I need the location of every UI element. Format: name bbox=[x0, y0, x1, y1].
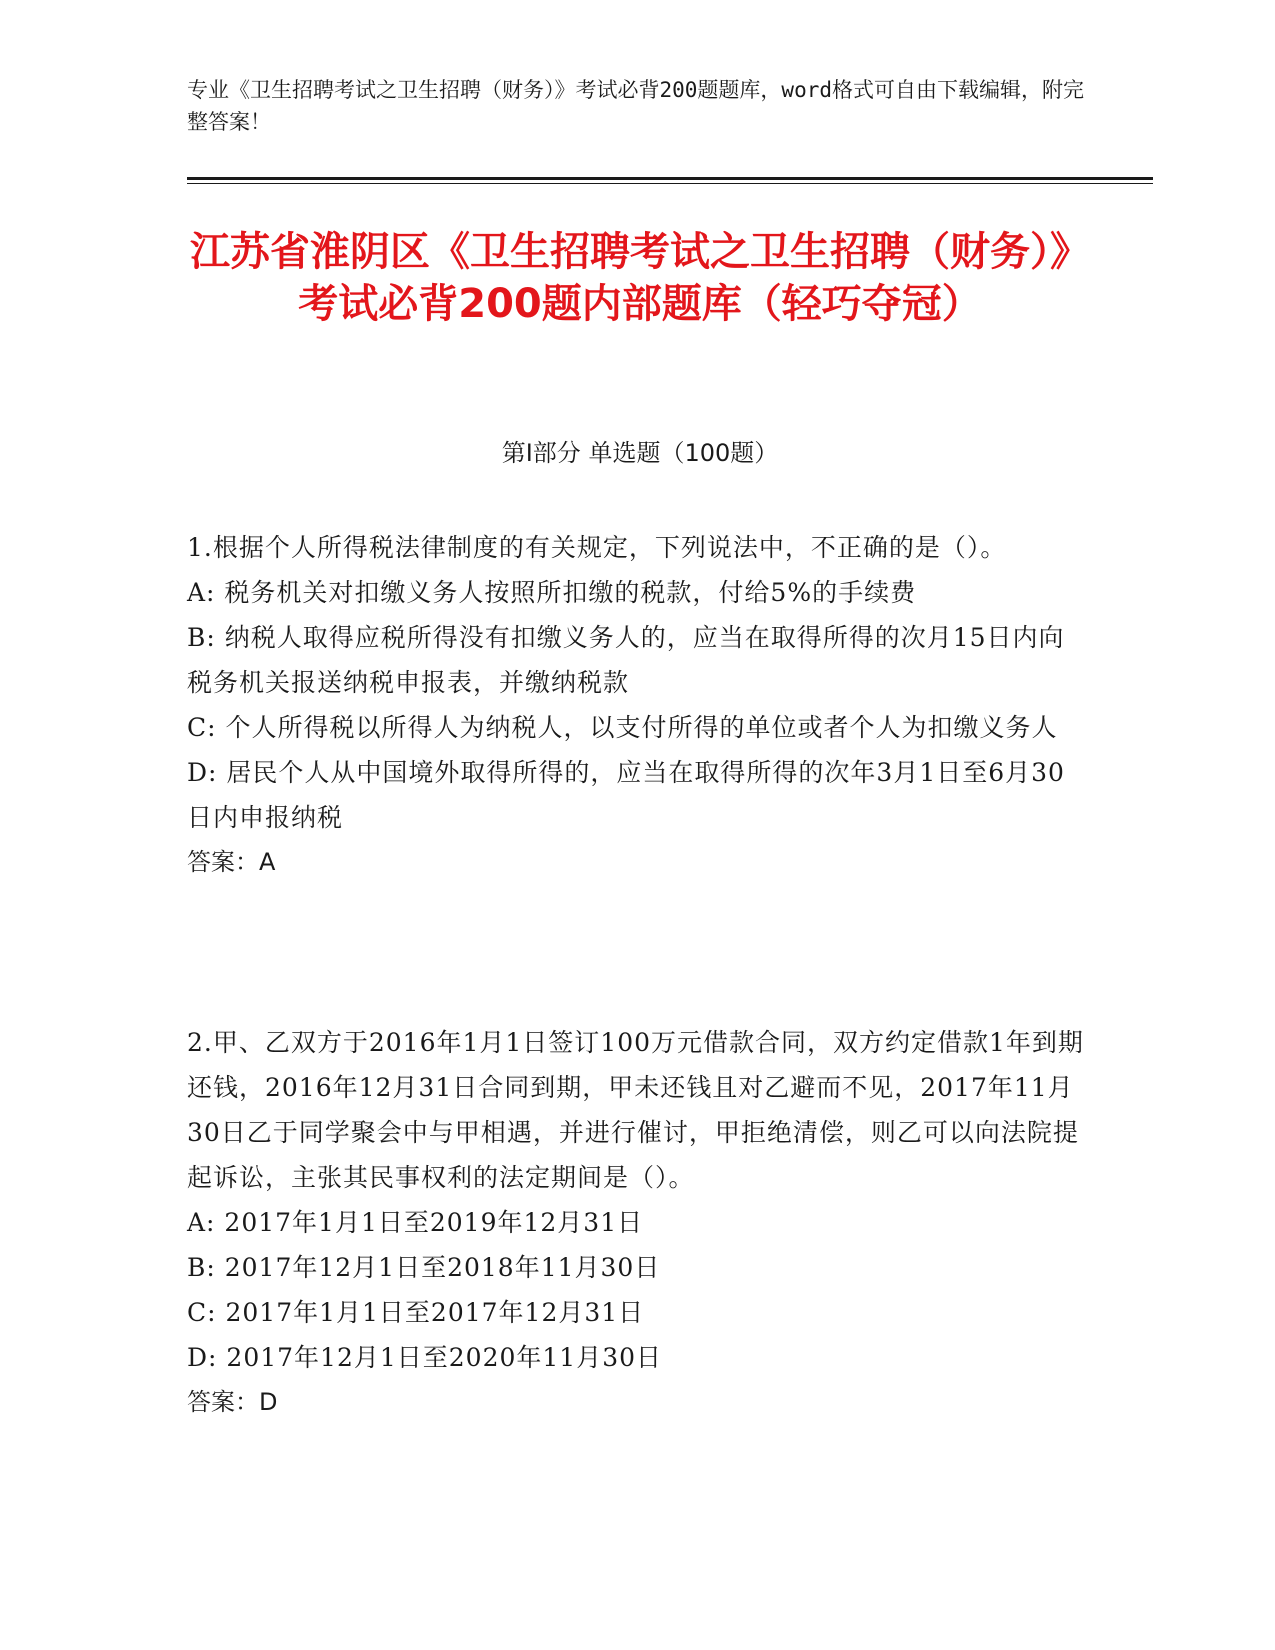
question-stem: 2.甲、乙双方于2016年1月1日签订100万元借款合同，双方约定借款1年到期还钱，2016年12月31日合同到期，甲未还钱且对乙避而不见，2017年11月30日乙于同学聚会中与甲相遇，并进行催讨，甲拒绝清偿，则乙可以向法院提起诉讼，主张其民事权利的法定期间是（）。 bbox=[187, 1028, 1084, 1192]
header-rule-thin bbox=[187, 183, 1153, 184]
option-b: B: 纳税人取得应税所得没有扣缴义务人的，应当在取得所得的次月15日内向税务机关报送纳税申报表，并缴纳税款 bbox=[187, 623, 1065, 697]
answer-line: 答案：A bbox=[187, 848, 276, 876]
option-a: A: 2017年1月1日至2019年12月31日 bbox=[187, 1208, 644, 1237]
question-block bbox=[187, 525, 1087, 885]
option-c: C: 个人所得税以所得人为纳税人，以支付所得的单位或者个人为扣缴义务人 bbox=[187, 713, 1058, 742]
option-a: A: 税务机关对扣缴义务人按照所扣缴的税款，付给5%的手续费 bbox=[187, 578, 917, 607]
option-b: B: 2017年12月1日至2018年11月30日 bbox=[187, 1253, 661, 1282]
header-note: 专业《卫生招聘考试之卫生招聘（财务）》考试必背200题题库，word格式可自由下载编辑，附完整答案！ bbox=[187, 78, 1084, 134]
option-d: D: 2017年12月1日至2020年11月30日 bbox=[187, 1343, 663, 1372]
header-rule-thick bbox=[187, 177, 1153, 180]
option-c: C: 2017年1月1日至2017年12月31日 bbox=[187, 1298, 645, 1327]
answer-line: 答案：D bbox=[187, 1388, 278, 1416]
section-title: 第I部分 单选题（100题） bbox=[501, 439, 779, 467]
question-block bbox=[187, 1020, 1087, 1425]
document-title: 江苏省淮阴区《卫生招聘考试之卫生招聘（财务）》考试必背200题内部题库（轻巧夺冠） bbox=[190, 229, 1090, 327]
option-d: D: 居民个人从中国境外取得所得的，应当在取得所得的次年3月1日至6月30日内申报纳税 bbox=[187, 758, 1065, 832]
question-stem: 1.根据个人所得税法律制度的有关规定，下列说法中，不正确的是（）。 bbox=[187, 533, 1007, 562]
